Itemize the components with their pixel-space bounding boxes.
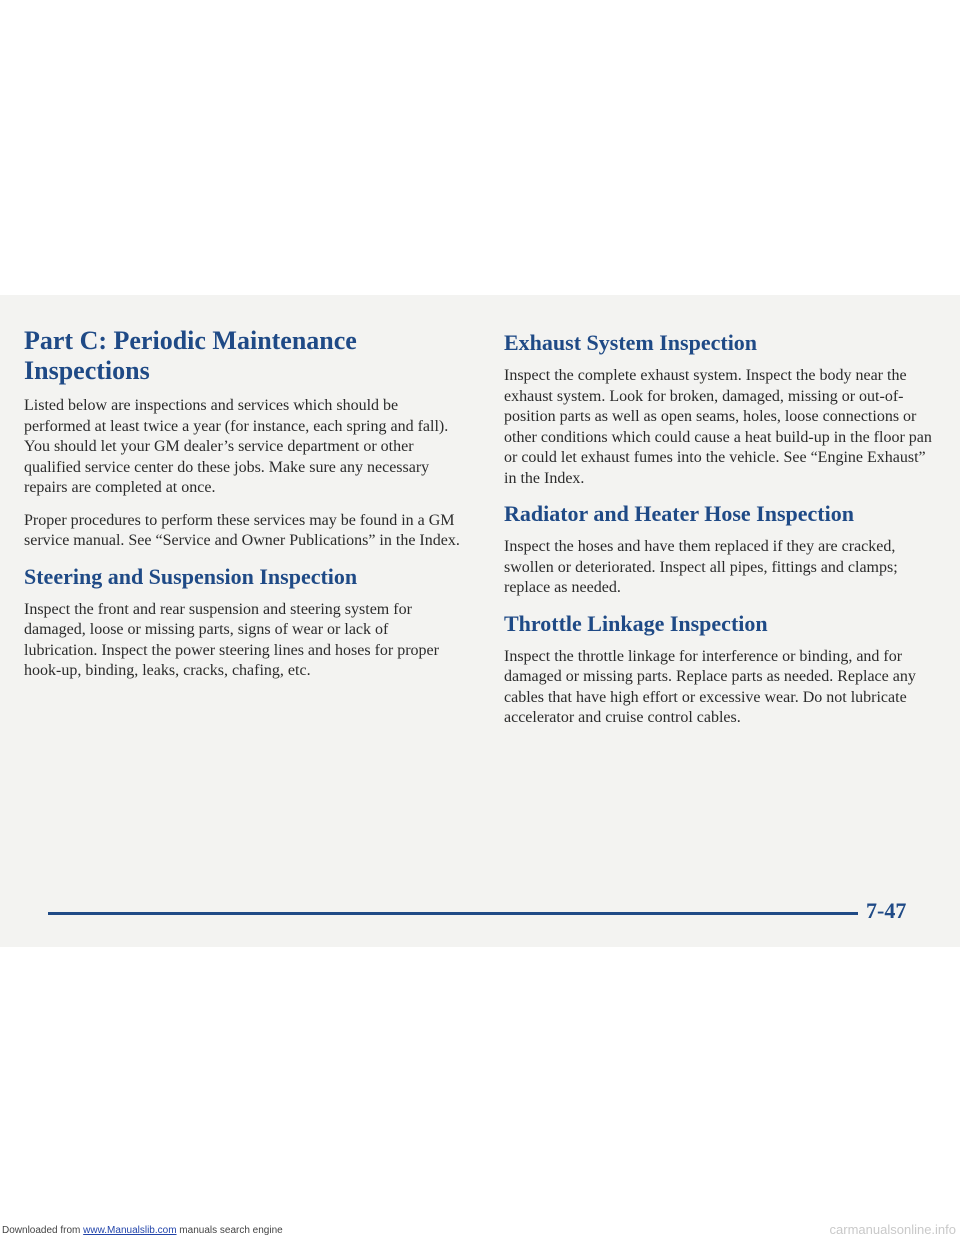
manualslib-link[interactable]: www.Manualslib.com (83, 1225, 177, 1236)
exhaust-body: Inspect the complete exhaust system. Inspect the body near the exhaust system. Look for broken, damaged, missing or out-of-position parts as well as open seams, holes, loose connections or other conditions which could cause a heat build-up in the floor pan or could let exhaust fumes into the vehicle. See “Engine Exhaust” in the Index. (504, 367, 932, 487)
right-column (504, 326, 934, 741)
exhaust-section (504, 330, 934, 489)
watermark-suffix: manuals search engine (176, 1225, 283, 1236)
page-number: 7-47 (866, 898, 907, 923)
throttle-section (504, 611, 934, 729)
intro-paragraph-2: Proper procedures to perform these services may be found in a GM service manual. See “Service and Owner Publications” in the Index. (24, 511, 460, 549)
throttle-body: Inspect the throttle linkage for interference or binding, and for damaged or missing parts. Replace parts as needed. Replace any cables that have high effort or excessive wear. Do not lubricate accelerator and cruise control cables. (504, 647, 916, 726)
steering-heading: Steering and Suspension Inspection (24, 563, 358, 589)
radiator-section (504, 501, 934, 599)
intro-paragraph-1: Listed below are inspections and services which should be performed at least twice a year (for instance, each spring and fall). You should let your GM dealer’s service department or other qualified service center do these jobs. Make sure any necessary repairs are completed at once. (24, 397, 449, 496)
throttle-heading: Throttle Linkage Inspection (504, 610, 768, 636)
exhaust-heading: Exhaust System Inspection (504, 330, 758, 355)
radiator-body: Inspect the hoses and have them replaced if they are cracked, swollen or deteriorated. Inspect all pipes, fittings and clamps; replace as needed. (504, 538, 898, 596)
steering-section (24, 564, 464, 682)
radiator-heading: Radiator and Heater Hose Inspection (504, 501, 854, 526)
steering-body: Inspect the front and rear suspension and steering system for damaged, loose or missing parts, signs of wear or lack of lubrication. Inspect the power steering lines and hoses for proper hook-up, binding, leaks, cracks, chafing, etc. (24, 600, 439, 679)
left-column (24, 326, 464, 694)
watermark-prefix: Downloaded from (2, 1225, 84, 1236)
download-watermark (2, 1225, 283, 1236)
page-title: Part C: Periodic Maintenance Inspections (24, 326, 357, 385)
site-watermark: carmanualsonline.info (829, 1222, 956, 1237)
footer-rule (48, 912, 858, 915)
